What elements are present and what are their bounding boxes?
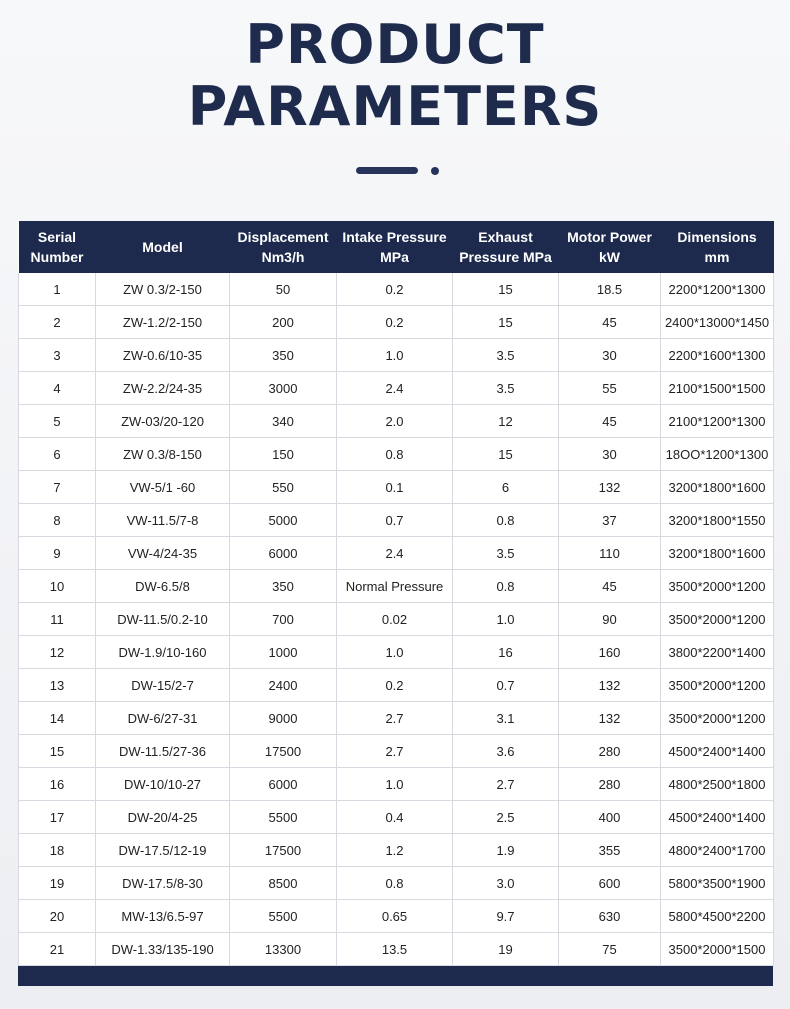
table-row [19, 669, 774, 702]
table-cell: DW-6/27-31 [96, 702, 230, 735]
table-cell: 2200*1200*1300 [661, 273, 774, 306]
table-row [19, 471, 774, 504]
table-cell: 280 [559, 735, 661, 768]
table-cell: DW-15/2-7 [96, 669, 230, 702]
column-header-line: mm [704, 249, 730, 265]
table-cell: 5800*4500*2200 [661, 900, 774, 933]
parameters-table [18, 221, 774, 966]
table-row [19, 933, 774, 966]
table-cell: 1 [19, 273, 96, 306]
table-cell: 3.5 [453, 372, 559, 405]
table-cell: 6000 [230, 768, 337, 801]
table-cell: ZW-0.6/10-35 [96, 339, 230, 372]
table-row [19, 900, 774, 933]
table-cell: 2200*1600*1300 [661, 339, 774, 372]
table-cell: 2100*1200*1300 [661, 405, 774, 438]
table-cell: 3.5 [453, 339, 559, 372]
table-cell: 600 [559, 867, 661, 900]
table-row [19, 702, 774, 735]
table-cell: DW-20/4-25 [96, 801, 230, 834]
table-cell: 50 [230, 273, 337, 306]
table-cell: ZW-2.2/24-35 [96, 372, 230, 405]
table-cell: 1.0 [337, 768, 453, 801]
table-cell: 3.0 [453, 867, 559, 900]
table-cell: 13.5 [337, 933, 453, 966]
table-cell: 2.7 [337, 702, 453, 735]
table-cell: 200 [230, 306, 337, 339]
table-cell: 90 [559, 603, 661, 636]
column-header-line: Nm3/h [261, 249, 305, 265]
table-cell: 15 [453, 306, 559, 339]
table-cell: 2.7 [337, 735, 453, 768]
table-cell: 2.4 [337, 372, 453, 405]
table-cell: 3.1 [453, 702, 559, 735]
column-header-line: kW [599, 249, 620, 265]
table-cell: 5800*3500*1900 [661, 867, 774, 900]
table-cell: 150 [230, 438, 337, 471]
table-cell: 2400*13000*1450 [661, 306, 774, 339]
table-cell: 1000 [230, 636, 337, 669]
column-header-line: Intake Pressure [342, 229, 447, 245]
table-cell: 7 [19, 471, 96, 504]
table-row [19, 339, 774, 372]
table-cell: DW-11.5/0.2-10 [96, 603, 230, 636]
table-cell: VW-4/24-35 [96, 537, 230, 570]
column-header-line: Motor Power [567, 229, 652, 245]
table-cell: 9.7 [453, 900, 559, 933]
table-row [19, 636, 774, 669]
table-cell: 3500*2000*1500 [661, 933, 774, 966]
table-cell: 355 [559, 834, 661, 867]
table-cell: 3200*1800*1600 [661, 471, 774, 504]
table-cell: 0.4 [337, 801, 453, 834]
table-cell: 2.5 [453, 801, 559, 834]
table-cell: 11 [19, 603, 96, 636]
table-cell: 15 [453, 438, 559, 471]
table-cell: 18.5 [559, 273, 661, 306]
table-cell: DW-6.5/8 [96, 570, 230, 603]
table-cell: 2.7 [453, 768, 559, 801]
table-row [19, 306, 774, 339]
table-cell: 110 [559, 537, 661, 570]
column-header [96, 221, 230, 273]
table-cell: 6 [453, 471, 559, 504]
table-cell: 16 [453, 636, 559, 669]
table-cell: 2 [19, 306, 96, 339]
table-cell: 13 [19, 669, 96, 702]
table-cell: 132 [559, 669, 661, 702]
table-cell: 16 [19, 768, 96, 801]
table-header-row [19, 221, 774, 273]
table-cell: 0.2 [337, 273, 453, 306]
table-cell: 6 [19, 438, 96, 471]
table-cell: DW-11.5/27-36 [96, 735, 230, 768]
table-cell: 1.0 [337, 339, 453, 372]
table-row [19, 372, 774, 405]
column-header-line: Serial [37, 229, 77, 245]
column-header [559, 221, 661, 273]
table-cell: DW-1.33/135-190 [96, 933, 230, 966]
table-cell: 0.2 [337, 669, 453, 702]
table-cell: 17 [19, 801, 96, 834]
table-cell: 5 [19, 405, 96, 438]
table-cell: 3500*2000*1200 [661, 603, 774, 636]
table-cell: 350 [230, 570, 337, 603]
table-cell: 15 [453, 273, 559, 306]
table-cell: 75 [559, 933, 661, 966]
table-cell: ZW-03/20-120 [96, 405, 230, 438]
table-cell: 9 [19, 537, 96, 570]
table-cell: 45 [559, 405, 661, 438]
table-cell: 0.8 [453, 570, 559, 603]
table-cell: 20 [19, 900, 96, 933]
table-cell: 550 [230, 471, 337, 504]
table-cell: 0.2 [337, 306, 453, 339]
table-row [19, 867, 774, 900]
table-body [19, 273, 774, 966]
table-cell: 2100*1500*1500 [661, 372, 774, 405]
table-cell: 1.9 [453, 834, 559, 867]
table-cell: 2.0 [337, 405, 453, 438]
table-row [19, 570, 774, 603]
column-header [661, 221, 774, 273]
column-header-line: Number [30, 249, 84, 265]
table-cell: 55 [559, 372, 661, 405]
table-cell: 350 [230, 339, 337, 372]
table-cell: 5500 [230, 900, 337, 933]
column-header-line: Model [142, 239, 183, 255]
column-header [19, 221, 96, 273]
table-cell: 5000 [230, 504, 337, 537]
title-line-1: PRODUCT [245, 13, 545, 76]
table-cell: 340 [230, 405, 337, 438]
table-cell: 8500 [230, 867, 337, 900]
table-cell: ZW 0.3/2-150 [96, 273, 230, 306]
table-cell: 280 [559, 768, 661, 801]
table-cell: 630 [559, 900, 661, 933]
table-cell: 5500 [230, 801, 337, 834]
table-cell: 132 [559, 471, 661, 504]
table-cell: DW-17.5/12-19 [96, 834, 230, 867]
table-cell: 3 [19, 339, 96, 372]
column-header-line: MPa [380, 249, 409, 265]
table-cell: 12 [19, 636, 96, 669]
table-cell: 45 [559, 306, 661, 339]
table-cell: DW-17.5/8-30 [96, 867, 230, 900]
underline-dot [431, 167, 439, 175]
table-cell: 3200*1800*1550 [661, 504, 774, 537]
table-cell: 15 [19, 735, 96, 768]
table-cell: 10 [19, 570, 96, 603]
table-cell: 17500 [230, 735, 337, 768]
table-cell: 4500*2400*1400 [661, 801, 774, 834]
column-header [453, 221, 559, 273]
table-cell: 45 [559, 570, 661, 603]
table-cell: MW-13/6.5-97 [96, 900, 230, 933]
table-cell: DW-10/10-27 [96, 768, 230, 801]
table-cell: 4500*2400*1400 [661, 735, 774, 768]
table-cell: 8 [19, 504, 96, 537]
table-cell: Normal Pressure [337, 570, 453, 603]
table-cell: 3200*1800*1600 [661, 537, 774, 570]
table-row [19, 735, 774, 768]
table-cell: VW-5/1 -60 [96, 471, 230, 504]
table-cell: 4 [19, 372, 96, 405]
table-cell: 13300 [230, 933, 337, 966]
table-row [19, 504, 774, 537]
table-cell: 4800*2500*1800 [661, 768, 774, 801]
table-cell: 30 [559, 438, 661, 471]
table-cell: DW-1.9/10-160 [96, 636, 230, 669]
column-header [337, 221, 453, 273]
table-cell: 0.02 [337, 603, 453, 636]
page-title [0, 13, 790, 142]
table-footer-bar [18, 966, 773, 986]
table-cell: 0.65 [337, 900, 453, 933]
table-cell: 4800*2400*1700 [661, 834, 774, 867]
table-row [19, 405, 774, 438]
table-row [19, 273, 774, 306]
table-cell: 2400 [230, 669, 337, 702]
table-cell: 400 [559, 801, 661, 834]
table-cell: ZW-1.2/2-150 [96, 306, 230, 339]
table-row [19, 768, 774, 801]
table-cell: 6000 [230, 537, 337, 570]
table-cell: ZW 0.3/8-150 [96, 438, 230, 471]
table-cell: 0.7 [453, 669, 559, 702]
table-cell: 160 [559, 636, 661, 669]
table-row [19, 537, 774, 570]
table-cell: 2.4 [337, 537, 453, 570]
table-cell: 0.7 [337, 504, 453, 537]
column-header [230, 221, 337, 273]
table-row [19, 603, 774, 636]
table-cell: 30 [559, 339, 661, 372]
table-cell: 3500*2000*1200 [661, 570, 774, 603]
column-header-line: Pressure MPa [459, 249, 552, 265]
table-cell: 3500*2000*1200 [661, 669, 774, 702]
table-cell: 700 [230, 603, 337, 636]
table-cell: 3.6 [453, 735, 559, 768]
title-line-2: PARAMETERS [187, 75, 603, 138]
table-cell: 37 [559, 504, 661, 537]
table-cell: 18OO*1200*1300 [661, 438, 774, 471]
table-cell: 17500 [230, 834, 337, 867]
table-cell: 3800*2200*1400 [661, 636, 774, 669]
table-cell: 1.2 [337, 834, 453, 867]
table-cell: 9000 [230, 702, 337, 735]
table-cell: 0.8 [453, 504, 559, 537]
table-cell: 18 [19, 834, 96, 867]
parameters-table-container [18, 221, 773, 986]
table-cell: 1.0 [337, 636, 453, 669]
column-header-line: Displacement [237, 229, 329, 245]
underline-bar [356, 167, 418, 174]
table-cell: VW-11.5/7-8 [96, 504, 230, 537]
table-cell: 132 [559, 702, 661, 735]
table-cell: 14 [19, 702, 96, 735]
title-underline-decoration [0, 167, 790, 175]
column-header-line: Dimensions [677, 229, 757, 245]
table-row [19, 834, 774, 867]
table-row [19, 801, 774, 834]
table-cell: 3500*2000*1200 [661, 702, 774, 735]
table-cell: 21 [19, 933, 96, 966]
table-cell: 0.8 [337, 438, 453, 471]
table-row [19, 438, 774, 471]
table-cell: 0.8 [337, 867, 453, 900]
table-cell: 19 [19, 867, 96, 900]
table-cell: 19 [453, 933, 559, 966]
table-cell: 3.5 [453, 537, 559, 570]
table-cell: 1.0 [453, 603, 559, 636]
column-header-line: Exhaust [478, 229, 533, 245]
table-cell: 0.1 [337, 471, 453, 504]
table-cell: 3000 [230, 372, 337, 405]
table-cell: 12 [453, 405, 559, 438]
